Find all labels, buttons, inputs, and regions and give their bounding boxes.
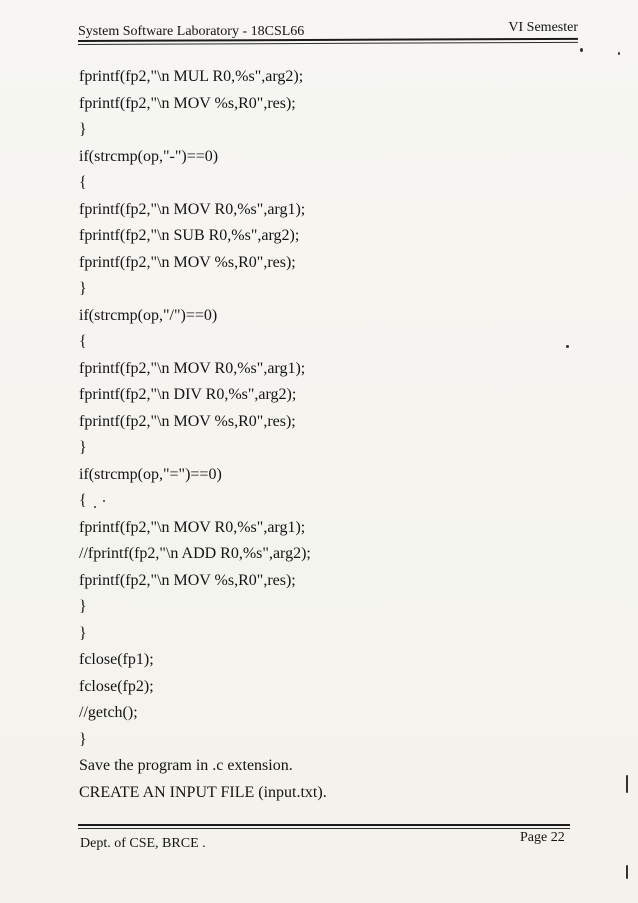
code-line: } <box>79 439 87 456</box>
code-line: fclose(fp1); <box>79 651 154 668</box>
footer-page-number: Page 22 <box>520 830 565 845</box>
code-line: fclose(fp2); <box>79 677 154 695</box>
code-line: { <box>79 333 87 350</box>
footer-divider-thin <box>78 828 570 829</box>
header-semester: VI Semester <box>508 20 578 35</box>
code-line: fprintf(fp2,"\n DIV R0,%s",arg2); <box>79 386 297 403</box>
code-line: fprintf(fp2,"\n MUL R0,%s",arg2); <box>79 68 304 85</box>
code-line: } <box>79 121 87 138</box>
code-line: fprintf(fp2,"\n MOV %s,R0",res); <box>79 412 296 430</box>
code-line: { <box>79 492 87 509</box>
code-line: fprintf(fp2,"\n MOV %s,R0",res); <box>79 94 296 112</box>
code-line: if(strcmp(op,"/")==0) <box>79 306 218 324</box>
code-line: fprintf(fp2,"\n MOV R0,%s",arg1); <box>79 518 306 536</box>
scan-speck <box>626 775 628 793</box>
scan-speck <box>618 52 620 55</box>
instruction-line: Save the program in .c extension. <box>79 757 293 774</box>
code-line: fprintf(fp2,"\n MOV %s,R0",res); <box>79 253 296 271</box>
code-line: //getch(); <box>79 704 138 721</box>
scan-speck <box>580 48 583 52</box>
code-line: } <box>79 624 87 642</box>
code-line: { <box>79 174 87 191</box>
code-listing <box>79 64 569 806</box>
instruction-line: CREATE AN INPUT FILE (input.txt). <box>79 783 327 801</box>
scan-speck <box>626 865 628 879</box>
scan-speck <box>566 345 569 348</box>
scan-speck <box>103 500 105 502</box>
code-line: if(strcmp(op,"=")==0) <box>79 465 222 483</box>
header-course-title: System Software Laboratory - 18CSL66 <box>78 24 305 39</box>
code-line: fprintf(fp2,"\n MOV %s,R0",res); <box>79 571 296 589</box>
code-line: fprintf(fp2,"\n MOV R0,%s",arg1); <box>79 359 306 377</box>
code-line: } <box>79 598 87 615</box>
code-line: fprintf(fp2,"\n MOV R0,%s",arg1); <box>79 200 306 218</box>
footer-divider <box>78 824 570 826</box>
code-line: fprintf(fp2,"\n SUB R0,%s",arg2); <box>79 227 300 244</box>
code-line: //fprintf(fp2,"\n ADD R0,%s",arg2); <box>79 545 311 562</box>
code-line: } <box>79 730 87 748</box>
scan-speck <box>94 506 96 508</box>
footer-department: Dept. of CSE, BRCE . <box>80 836 206 851</box>
code-line: } <box>79 280 87 297</box>
code-line: if(strcmp(op,"-")==0) <box>79 147 219 165</box>
